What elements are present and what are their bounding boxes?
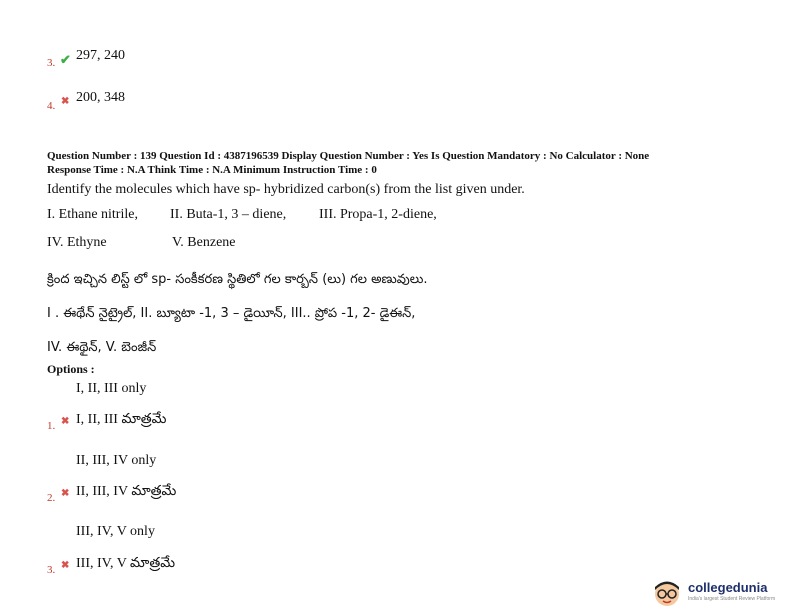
mascot-icon [650, 578, 684, 608]
option-number: 1. [47, 420, 56, 432]
question-meta-line2: Response Time : N.A Think Time : N.A Minimum Instruction Time : 0 [47, 164, 377, 176]
logo-name: collegedunia [688, 580, 768, 595]
correct-check-icon: ✔ [60, 52, 71, 67]
option-text-en: II, III, IV only [76, 453, 157, 468]
wrong-cross-icon: ✖ [61, 96, 70, 107]
question-text-te: క్రింద ఇచ్చిన లిస్ట్ లో sp- సంకీకరణ స్థితిలో గల కార్బన్ (లు) గల అణువులు. [47, 272, 428, 287]
option-text-en: III, IV, V only [76, 524, 155, 539]
options-label: Options : [47, 362, 95, 376]
logo-tagline: India's largest Student Review Platform [688, 596, 776, 602]
wrong-cross-icon: ✖ [61, 560, 70, 571]
question-item: II. Buta-1, 3 – diene, [170, 207, 287, 222]
question-text-en: Identify the molecules which have sp- hybridized carbon(s) from the list given under. [47, 182, 525, 197]
question-items-te-1: I . ఈథేన్ నైట్రైల్, II. బ్యూటా -1, 3 – డైయీన్, III.. ప్రోప -1, 2- డైఈన్, [47, 306, 416, 321]
option-number: 3. [47, 57, 56, 69]
question-item: V. Benzene [172, 235, 236, 250]
option-text-te: I, II, III మాత్రమే [76, 412, 167, 427]
option-number: 3. [47, 564, 56, 576]
question-item: I. Ethane nitrile, [47, 207, 138, 222]
option-text: 297, 240 [76, 48, 125, 63]
wrong-cross-icon: ✖ [61, 488, 70, 499]
question-meta-line1: Question Number : 139 Question Id : 4387196539 Display Question Number : Yes Is Question Mandatory : No Calculator : None [47, 150, 650, 162]
question-items-te-2: IV. ఈథైన్, V. బెంజీన్ [47, 340, 157, 355]
option-text: 200, 348 [76, 90, 125, 105]
option-text-te: II, III, IV మాత్రమే [76, 484, 177, 499]
question-item: IV. Ethyne [47, 235, 107, 250]
wrong-cross-icon: ✖ [61, 416, 70, 427]
option-text-te: III, IV, V మాత్రమే [76, 556, 176, 571]
question-item: III. Propa-1, 2-diene, [319, 207, 437, 222]
option-number: 2. [47, 492, 56, 504]
option-text-en: I, II, III only [76, 381, 147, 396]
option-number: 4. [47, 100, 56, 112]
collegedunia-logo [650, 578, 792, 608]
